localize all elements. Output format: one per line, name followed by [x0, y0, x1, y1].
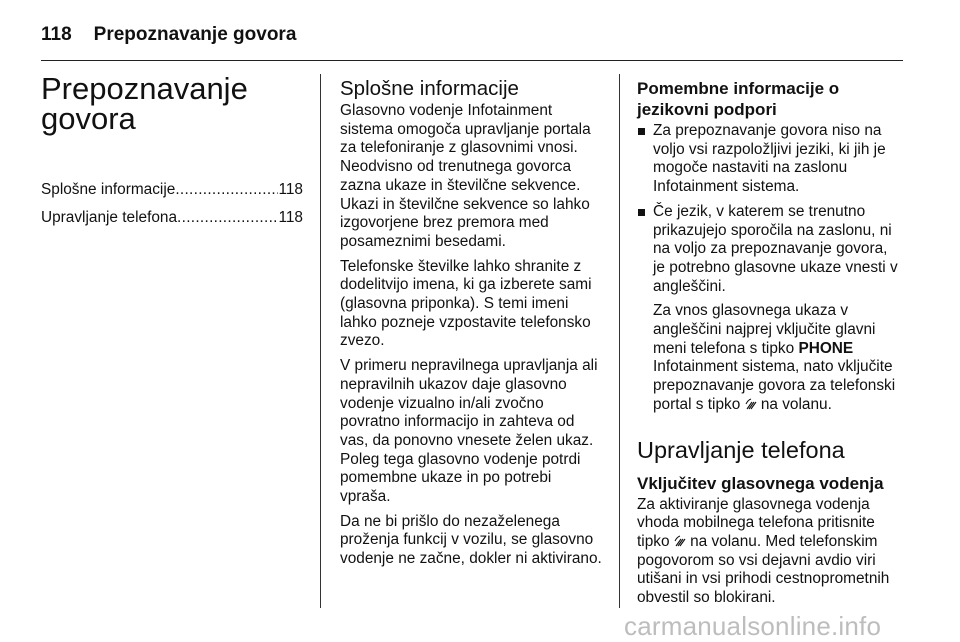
section-heading-phone: Upravljanje telefona: [637, 436, 845, 463]
paragraph: Telefonske številke lahko shranite z dodelitvijo imena, ki ga izberete sami (glasovna priponka). S temi imeni lahko pozneje vzpostavite telefonsko zvezo.: [340, 257, 592, 350]
paragraph: Glasovno vodenje Infotainment sistema omogoča upravljanje portala za telefoniranje z glasovnimi vnosi. Neodvisno od trenutnega govorca zazna ukaze in številčne sekvence. Ukazi in številčne sekvence so lahko izgovorjene brez premora med posameznimi besedami.: [340, 102, 591, 250]
watermark: carmanualsonline.info: [624, 611, 882, 641]
page-header: [41, 20, 296, 50]
list-item: Za prepoznavanje govora niso na voljo vsi razpoložljivi jeziki, ki jih je mogoče nastaviti na zaslonu Infotainment sistema.: [637, 122, 903, 197]
sidebar-column: [41, 70, 303, 236]
page-number: 118: [41, 24, 72, 45]
header-rule: [41, 60, 903, 61]
bullet-list: [637, 122, 903, 415]
square-bullet-icon: [638, 128, 645, 135]
content-column-language: [637, 70, 903, 614]
column-divider-1: [320, 74, 321, 608]
phone-key-label: PHONE: [798, 339, 854, 357]
running-title: Prepoznavanje govora: [93, 24, 297, 45]
square-bullet-icon: [638, 209, 645, 216]
list-item: Če jezik, v katerem se trenutno prikazujejo sporočila na zaslonu, ni na voljo za prepoznavanje govora, je potrebno glasovne ukaze vnesti v angleščini. Za vnos glasovnega ukaza v angleščini najprej vključite glavni meni telefona s tipko PHONE Infotainment sistema, nato vključite prepoznavanje govora za telefonski portal s tipko na volanu.: [637, 203, 903, 415]
table-of-contents: [41, 181, 303, 227]
column-divider-2: [619, 74, 620, 608]
toc-entry-phone-operation[interactable]: Upravljanje telefona ..... 118: [41, 209, 303, 228]
subsection-heading-language: Pomembne informacije o jezikovni podpori: [637, 79, 840, 119]
toc-entry-general-info[interactable]: Splošne informacije ..... 118: [41, 181, 303, 200]
chapter-title: Prepoznavanje govora: [41, 71, 248, 136]
paragraph: Da ne bi prišlo do nezaželenega proženja funkcij v vozilu, se glasovno vodenje ne začne, dokler ni aktivirano.: [340, 512, 602, 568]
paragraph: Za vnos glasovnega ukaza v angleščini najprej vključite glavni meni telefona s tipko PHONE Infotainment sistema, nato vključite prepoznavanje govora za telefonski portal s tipko na volanu.: [653, 302, 896, 413]
subsection-heading-activation: Vključitev glasovnega vodenja: [637, 473, 884, 493]
section-heading-general: Splošne informacije: [340, 77, 519, 100]
paragraph: Za aktiviranje glasovnega vodenja vhoda mobilnega telefona pritisnite tipko na volanu. Med telefonskim pogovorom so vsi dejavni avdio viri utišani in vsi prihodi cestnoprometnih obvestil so blokirani.: [637, 495, 890, 607]
content-column-general: [340, 70, 606, 575]
paragraph: V primeru nepravilnega upravljanja ali nepravilnih ukazov daje glasovno vodenje vizualno in/ali zvočno povratno informacijo in zahteva od vas, da ponovno vnesete želen ukaz. Poleg tega glasovno vodenje potrdi pomembne ukaze in po potrebi vpraša.: [340, 357, 598, 506]
toc-leader: [175, 181, 278, 200]
voice-talk-icon: [674, 535, 686, 547]
voice-talk-icon: [745, 398, 757, 410]
toc-leader: [177, 209, 278, 228]
